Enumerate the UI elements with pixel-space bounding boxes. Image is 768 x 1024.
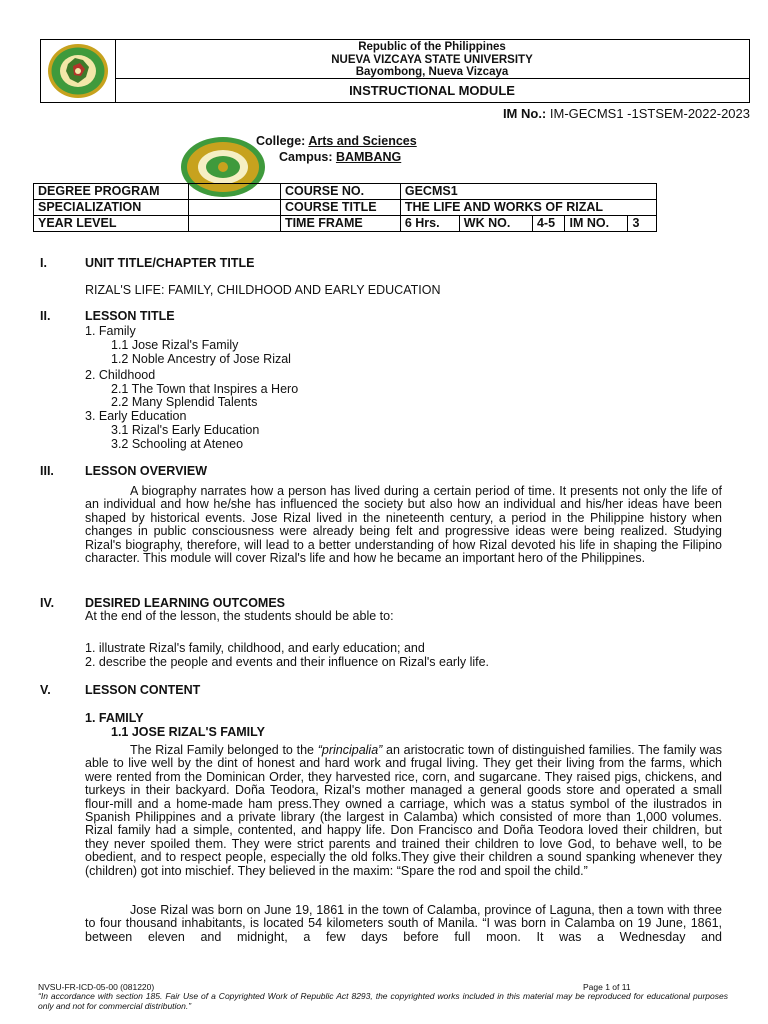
list-item: 1. Family: [85, 324, 136, 338]
birth-paragraph: Jose Rizal was born on June 19, 1861 in the town of Calamba, province of Laguna, then a town with three to four thousand inhabitants, is located 54 kilometers south of Manila. “I was born in Calamba on 19 June, 1861, between eleven and midnight, a few days before full moon. It was a Wednesday and: [85, 904, 722, 944]
outcomes-intro: At the end of the lesson, the students should be able to:: [85, 609, 394, 623]
college-line: [256, 134, 417, 148]
list-item: 3. Early Education: [85, 409, 187, 423]
table-row: [34, 184, 657, 200]
section-title: UNIT TITLE/CHAPTER TITLE: [85, 256, 255, 270]
degree-program-value: [189, 184, 280, 200]
section-title: LESSON CONTENT: [85, 683, 201, 697]
course-title-label: COURSE TITLE: [280, 200, 400, 216]
year-level-value: [189, 216, 280, 232]
family-paragraph-rest: an aristocratic town of distinguished families. The family was able to live well by the dint of honest and hard work and frugal living. They get their living from the farms, which were rented from the Dominican Order, they harvested rice, corn, and sugarcane. They raised pigs, chickens, and turkeys in their backyard. Doña Teodora, Rizal's mother managed a general goods store and operated a small flour-mill and a home-made ham press.They owned a carriage, which was a status symbol of the ilustrados in Spanish Philippines and a private library (the largest in Calamba) which consisted of more than 1,000 volumes. Rizal family had a simple, contented, and happy life. Don Francisco and Doña Teodora loved their children, but they never spoiled them. They were strict parents and trained their children to love God, to behave well, to be obedient, and to respect people, especially the old folks.They give their children a sound spanking whenever they (children) got into mischief. They believed in the maxim: “Spare the rod and spoil the child.”: [85, 743, 722, 878]
header-logo-cell: [41, 40, 116, 102]
unit-title: RIZAL'S LIFE: FAMILY, CHILDHOOD AND EARLY EDUCATION: [85, 283, 441, 297]
lesson-overview-paragraph: A biography narrates how a person has lived during a certain period of time. It presents not only the life of an individual and how he/she has influenced the society but also how an individual and his/her ideas have been shaped by historical events. Jose Rizal lived in the nineteenth century, a period in the Philippine history when changes in public consciousness were already being felt and progressive ideas were being realized. Studying Rizal's biography, therefore, will lead to a better understanding of how Rizal devoted his life in shaping the Filipino character. This module will cover Rizal's life and how he became an important hero of the Philippines.: [85, 484, 722, 566]
specialization-label: SPECIALIZATION: [34, 200, 189, 216]
wk-no-value: 4-5: [532, 216, 565, 232]
im-no-label: IM NO.: [565, 216, 628, 232]
module-header: [40, 39, 750, 103]
form-code: NVSU-FR-ICD-05-00 (081220): [38, 982, 155, 992]
section-title: LESSON TITLE: [85, 309, 175, 323]
college-value: Arts and Sciences: [308, 134, 417, 148]
section-title: LESSON OVERVIEW: [85, 464, 208, 478]
course-no-value: GECMS1: [400, 184, 656, 200]
family-paragraph-start: The Rizal Family belonged to the: [130, 743, 318, 757]
specialization-value: [189, 200, 280, 216]
list-item: 2.2 Many Splendid Talents: [111, 395, 258, 409]
list-item: 1. illustrate Rizal's family, childhood, and early education; and: [85, 641, 425, 655]
campus-label: Campus:: [279, 150, 336, 164]
im-number-value: IM-GECMS1 -1STSEM-2022-2023: [546, 106, 750, 121]
course-no-label: COURSE NO.: [280, 184, 400, 200]
college-label: College:: [256, 134, 309, 148]
section-title: DESIRED LEARNING OUTCOMES: [85, 596, 286, 610]
time-frame-label: TIME FRAME: [280, 216, 400, 232]
university-location: Bayombong, Nueva Vizcaya: [355, 66, 509, 78]
section-number: IV.: [40, 596, 55, 610]
section-number: III.: [40, 464, 54, 478]
list-item: 1.1 Jose Rizal's Family: [111, 338, 239, 352]
list-item: 3.2 Schooling at Ateneo: [111, 437, 244, 451]
table-row: [34, 216, 657, 232]
section-number: V.: [40, 683, 51, 697]
university-name: NUEVA VIZCAYA STATE UNIVERSITY: [331, 53, 533, 66]
time-frame-value: 6 Hrs.: [400, 216, 459, 232]
header-university-info: [115, 40, 749, 79]
list-item: 2. describe the people and events and their influence on Rizal's early life.: [85, 655, 490, 669]
copyright-note: “In accordance with section 185. Fair Use of a Copyrighted Work of Republic Act 8293, the copyrighted works included in this material may be reproduced for educational purposes only and not for commercial distribution.”: [38, 991, 728, 1011]
subsection-title: 1.1 JOSE RIZAL'S FAMILY: [111, 725, 265, 739]
module-type-title: INSTRUCTIONAL MODULE: [349, 83, 515, 98]
republic-text: Republic of the Philippines: [358, 41, 506, 53]
wk-no-label: WK NO.: [459, 216, 532, 232]
degree-program-label: DEGREE PROGRAM: [34, 184, 189, 200]
subsection-title: 1. FAMILY: [85, 711, 144, 725]
list-item: 2.1 The Town that Inspires a Hero: [111, 382, 299, 396]
course-title-value: THE LIFE AND WORKS OF RIZAL: [400, 200, 656, 216]
campus-value: BAMBANG: [335, 150, 402, 164]
im-number-label: IM No.:: [502, 106, 547, 121]
list-item: 1.2 Noble Ancestry of Jose Rizal: [111, 352, 291, 366]
family-paragraph: [85, 744, 722, 878]
list-item: 3.1 Rizal's Early Education: [111, 423, 260, 437]
university-seal-icon: [45, 42, 111, 100]
section-number: I.: [40, 256, 47, 270]
section-number: II.: [40, 309, 51, 323]
im-number: [503, 106, 750, 121]
page-number: Page 1 of 11: [583, 982, 631, 992]
table-row: [34, 200, 657, 216]
im-no-value: 3: [628, 216, 657, 232]
campus-line: [279, 150, 401, 164]
principalia-term: “principalia”: [317, 743, 383, 757]
list-item: 2. Childhood: [85, 368, 156, 382]
course-info-table: [33, 183, 657, 232]
year-level-label: YEAR LEVEL: [34, 216, 189, 232]
